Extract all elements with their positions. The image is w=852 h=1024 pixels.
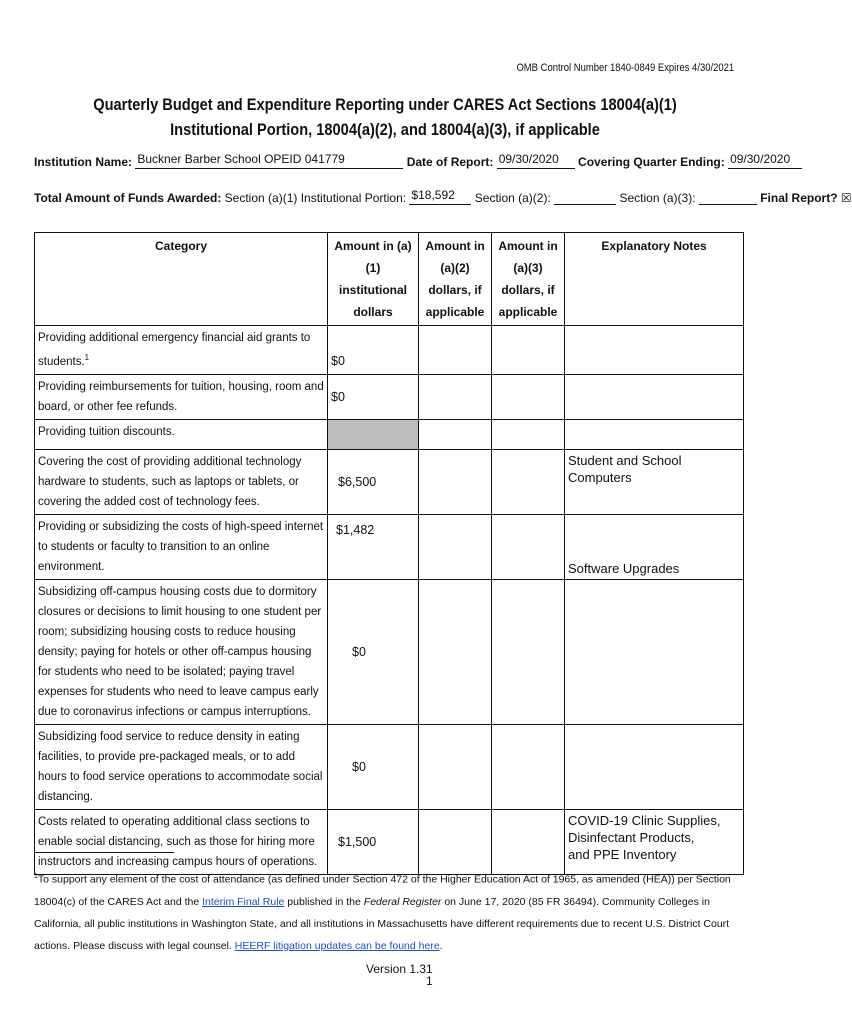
row-a1-amount[interactable]: $6,500 — [328, 449, 419, 514]
page-number: 1 — [426, 974, 433, 988]
section-a2-field[interactable] — [554, 190, 616, 205]
table-row — [35, 809, 744, 874]
heerf-litigation-link[interactable]: HEERF litigation updates can be found here — [234, 939, 440, 952]
header-notes: Explanatory Notes — [565, 233, 744, 326]
institution-label: Institution Name: — [34, 155, 132, 169]
row-a3-amount[interactable] — [492, 724, 565, 809]
row-category: Providing reimbursements for tuition, housing, room and board, or other fee refunds. — [35, 374, 328, 419]
table-row — [35, 724, 744, 809]
table-header-row — [35, 233, 744, 326]
row-category: Subsidizing food service to reduce density in eating facilities, to provide pre-packaged meals, or to add hours to food service operations to accommodate social distancing. — [35, 724, 328, 809]
footnote-text: on June 17, 2020 (85 FR 36494). Community Colleges in California, all public institutions in Washington State, and all institutions in Massachusetts have different requirements due to recent U.S. District Court actions. Please discuss with legal counsel. — [34, 895, 730, 952]
date-label: Date of Report: — [406, 155, 494, 169]
header-a2: Amount in (a)(2) dollars, if applicable — [419, 233, 492, 326]
note-line: and PPE Inventory — [568, 846, 677, 862]
section-a3-field[interactable] — [699, 190, 757, 205]
federal-register-text: Federal Register — [363, 895, 442, 908]
footnote-number: 1 — [34, 873, 38, 880]
row-notes[interactable] — [565, 809, 744, 874]
footnote-divider — [34, 852, 174, 853]
note-line: Disinfectant Products, — [568, 829, 695, 845]
quarter-field[interactable] — [728, 154, 802, 169]
row-a3-amount[interactable] — [492, 326, 565, 375]
final-report-label: Final Report? — [760, 191, 838, 205]
row-category: Costs related to operating additional class sections to enable social distancing, such as those for hiring more instructors and increasing campus hours of operations. — [35, 809, 328, 874]
quarter-value: 09/30/2020 — [730, 152, 791, 166]
row-a3-amount[interactable] — [492, 579, 565, 724]
final-report-checkbox[interactable]: ☒ — [840, 191, 852, 205]
row-a2-amount[interactable] — [419, 449, 492, 514]
row-a1-amount — [328, 419, 419, 449]
row-a1-amount[interactable]: $0 — [328, 579, 419, 724]
date-value: 09/30/2020 — [498, 152, 559, 166]
row-category: Subsidizing off-campus housing costs due to dormitory closures or decisions to limit housing to one student per room; subsidizing housing costs to reduce housing density; paying for hotels or other off-campus housing for students who need to be isolated; paying travel expenses for students who need to leave campus early due to coronavirus infections or campus interruptions. — [35, 579, 328, 724]
total-funds-label: Total Amount of Funds Awarded: — [34, 191, 222, 205]
row-a1-amount[interactable]: $0 — [328, 326, 419, 375]
row-a3-amount[interactable] — [492, 809, 565, 874]
row-a1-amount[interactable]: $1,500 — [328, 809, 419, 874]
table-row — [35, 419, 744, 449]
section-a1-label: Section (a)(1) Institutional Portion: — [224, 191, 407, 205]
table-row — [35, 579, 744, 724]
header-category: Category — [35, 233, 328, 326]
row-notes[interactable] — [565, 419, 744, 449]
page-title: Quarterly Budget and Expenditure Reporting under CARES Act Sections 18004(a)(1) Institutional Portion, 18004(a)(2), and 18004(a)(3), if applicable — [93, 95, 677, 139]
funds-line — [34, 188, 852, 205]
row-a1-amount[interactable]: $0 — [328, 724, 419, 809]
institution-line — [34, 152, 791, 169]
row-a2-amount[interactable] — [419, 809, 492, 874]
row-a3-amount[interactable] — [492, 419, 565, 449]
row-a3-amount[interactable] — [492, 374, 565, 419]
row-category: Providing additional emergency financial aid grants to students. — [38, 332, 311, 368]
footnote-text: To support any element of the cost of attendance (as defined under Section 472 of the Higher Education Act of 1965, as amended (HEA)) per Section 18004(c) of the CARES Act and the — [34, 873, 731, 908]
row-a2-amount[interactable] — [419, 326, 492, 375]
row-category: Providing or subsidizing the costs of high-speed internet to students or faculty to transition to an online environment. — [35, 514, 328, 579]
omb-control-number: OMB Control Number 1840-0849 Expires 4/30/2021 — [516, 62, 734, 74]
row-a2-amount[interactable] — [419, 374, 492, 419]
row-a1-amount[interactable]: $0 — [328, 374, 419, 419]
row-notes[interactable] — [565, 374, 744, 419]
row-notes[interactable] — [565, 724, 744, 809]
footnote — [34, 866, 746, 957]
table-row — [35, 514, 744, 579]
section-a1-field[interactable] — [409, 190, 471, 205]
table-row — [35, 374, 744, 419]
institution-value: Buckner Barber School OPEID 041779 — [137, 152, 345, 166]
header-a3: Amount in (a)(3) dollars, if applicable — [492, 233, 565, 326]
budget-table — [34, 232, 744, 875]
version-label: Version 1.31 — [366, 962, 433, 976]
row-a3-amount[interactable] — [492, 449, 565, 514]
row-a1-amount[interactable]: $1,482 — [328, 514, 419, 579]
table-row — [35, 449, 744, 514]
institution-field[interactable] — [135, 154, 403, 169]
footnote-ref: 1 — [84, 353, 90, 362]
section-a3-label: Section (a)(3): — [619, 191, 696, 205]
row-a2-amount[interactable] — [419, 419, 492, 449]
interim-final-rule-link[interactable]: Interim Final Rule — [202, 895, 285, 908]
section-a1-value: $18,592 — [411, 188, 455, 202]
header-a1: Amount in (a)(1) institutional dollars — [328, 233, 419, 326]
row-a2-amount[interactable] — [419, 514, 492, 579]
table-row — [35, 326, 744, 375]
row-category: Providing tuition discounts. — [35, 419, 328, 449]
date-field[interactable] — [497, 154, 575, 169]
row-category: Covering the cost of providing additional technology hardware to students, such as laptops or tablets, or covering the added cost of technology fees. — [35, 449, 328, 514]
row-notes[interactable]: Software Upgrades — [565, 514, 744, 579]
footnote-text: published in the — [284, 895, 364, 908]
row-a2-amount[interactable] — [419, 579, 492, 724]
row-notes[interactable] — [565, 326, 744, 375]
quarter-label: Covering Quarter Ending: — [578, 155, 725, 169]
note-line: COVID-19 Clinic Supplies, — [568, 812, 721, 828]
row-notes[interactable]: Student and School Computers — [565, 449, 744, 514]
section-a2-label: Section (a)(2): — [474, 191, 551, 205]
row-notes[interactable] — [565, 579, 744, 724]
footnote-text: . — [439, 939, 443, 952]
row-a3-amount[interactable] — [492, 514, 565, 579]
row-a2-amount[interactable] — [419, 724, 492, 809]
